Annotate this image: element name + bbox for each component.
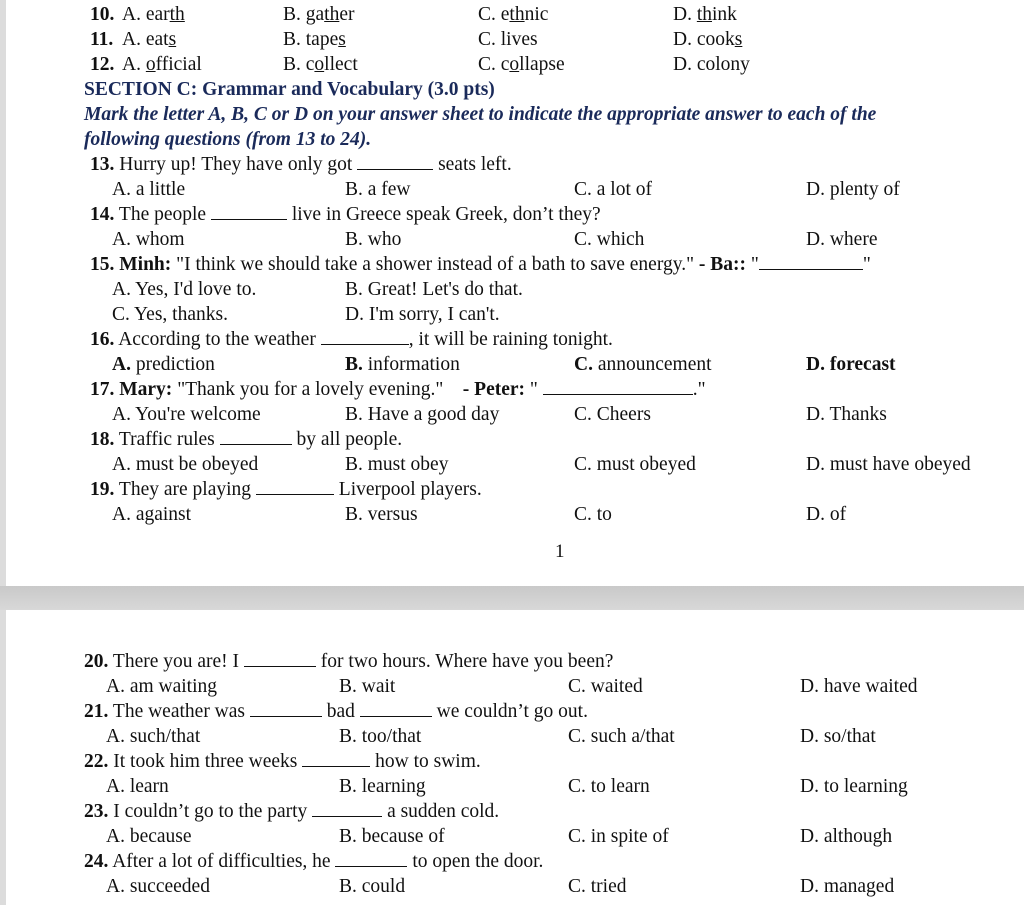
section-c-title: SECTION C: Grammar and Vocabulary (3.0 pts): [84, 79, 495, 100]
question-14: 14. The people live in Greece speak Greek, don’t they?: [90, 204, 601, 225]
option-a: A. eats: [122, 29, 177, 50]
option-d: D. cooks: [673, 29, 743, 50]
answer-blank: [357, 154, 433, 170]
option-c: C. to learn: [568, 776, 650, 797]
option-c: C. lives: [478, 29, 538, 50]
section-c-instruction: Mark the letter A, B, C or D on your answer sheet to indicate the appropriate answer to each of the: [84, 104, 877, 125]
answer-blank: [360, 701, 432, 717]
option-a: A. must be obeyed: [112, 454, 259, 475]
question-17: 17. Mary: "Thank you for a lovely evening." - Peter: " .": [90, 379, 706, 400]
answer-blank: [321, 329, 409, 345]
option-b: B. because of: [339, 826, 445, 847]
option-a: A. such/that: [106, 726, 201, 747]
option-c: C. in spite of: [568, 826, 669, 847]
page-one: [6, 0, 1024, 586]
option-b: B. Have a good day: [345, 404, 500, 425]
option-d: D. have waited: [800, 676, 918, 697]
question-number: 12.: [90, 54, 115, 75]
option-c: C. waited: [568, 676, 643, 697]
option-c: C. such a/that: [568, 726, 675, 747]
answer-blank: [543, 379, 693, 395]
option-b: B. must obey: [345, 454, 449, 475]
page-gap: [0, 586, 1024, 610]
option-d: D. think: [673, 4, 737, 25]
option-a: A. am waiting: [106, 676, 218, 697]
option-b: B. information: [345, 354, 460, 375]
option-d: D. must have obeyed: [806, 454, 971, 475]
option-d: D. to learning: [800, 776, 908, 797]
option-a: A. prediction: [112, 354, 215, 375]
answer-blank: [302, 751, 370, 767]
option-d: D. I'm sorry, I can't.: [345, 304, 500, 325]
option-b: B. versus: [345, 504, 418, 525]
option-d: D. forecast: [806, 354, 896, 375]
question-13: 13. Hurry up! They have only got seats left.: [90, 154, 512, 175]
question-10: [90, 3, 114, 27]
option-b: B. wait: [339, 676, 396, 697]
section-c-instruction-2: following questions (from 13 to 24).: [84, 129, 372, 150]
option-d: D. although: [800, 826, 893, 847]
option-c: C. ethnic: [478, 4, 549, 25]
question-15: 15. Minh: "I think we should take a shower instead of a bath to save energy." - Ba:: " ": [90, 254, 871, 275]
question-18: 18. Traffic rules by all people.: [90, 429, 403, 450]
option-d: D. colony: [673, 54, 750, 75]
option-b: B. gather: [283, 4, 355, 25]
option-b: B. learning: [339, 776, 426, 797]
question-12: [90, 53, 114, 77]
option-a: A. whom: [112, 229, 185, 250]
option-a: A. learn: [106, 776, 169, 797]
option-b: B. a few: [345, 179, 411, 200]
option-c: C. tried: [568, 876, 627, 897]
option-c: C. which: [574, 229, 645, 250]
answer-blank: [250, 701, 322, 717]
option-b: B. tapes: [283, 29, 346, 50]
answer-blank: [244, 651, 316, 667]
option-b: B. who: [345, 229, 402, 250]
page-two: [6, 610, 1024, 905]
option-a: A. official: [122, 54, 202, 75]
question-19: 19. They are playing Liverpool players.: [90, 479, 482, 500]
option-a: A. a little: [112, 179, 186, 200]
option-a: A. succeeded: [106, 876, 210, 897]
option-b: B. too/that: [339, 726, 422, 747]
option-d: D. so/that: [800, 726, 876, 747]
option-a: A. Yes, I'd love to.: [112, 279, 257, 300]
option-c: C. a lot of: [574, 179, 652, 200]
question-21: 21. The weather was bad we couldn’t go out.: [84, 701, 588, 722]
answer-blank: [312, 801, 382, 817]
option-c: C. announcement: [574, 354, 712, 375]
answer-blank: [256, 479, 334, 495]
option-c: C. must obeyed: [574, 454, 696, 475]
option-c: C. Cheers: [574, 404, 651, 425]
option-b: B. Great! Let's do that.: [345, 279, 523, 300]
option-b: B. could: [339, 876, 406, 897]
question-20: 20. There you are! I for two hours. Where have you been?: [84, 651, 614, 672]
question-22: 22. It took him three weeks how to swim.: [84, 751, 481, 772]
option-a: A. because: [106, 826, 192, 847]
option-a: A. You're welcome: [112, 404, 261, 425]
answer-blank: [211, 204, 287, 220]
option-c: C. Yes, thanks.: [112, 304, 228, 325]
question-23: 23. I couldn’t go to the party a sudden cold.: [84, 801, 500, 822]
option-a: A. earth: [122, 4, 185, 25]
option-c: C. collapse: [478, 54, 565, 75]
answer-blank: [759, 254, 863, 270]
option-d: D. plenty of: [806, 179, 900, 200]
option-d: D. where: [806, 229, 878, 250]
option-d: D. managed: [800, 876, 895, 897]
question-number: 11.: [90, 29, 114, 50]
answer-blank: [335, 851, 407, 867]
option-b: B. collect: [283, 54, 358, 75]
option-d: D. of: [806, 504, 847, 525]
question-24: 24. After a lot of difficulties, he to open the door.: [84, 851, 544, 872]
question-number: 10.: [90, 4, 115, 25]
option-a: A. against: [112, 504, 192, 525]
page-number: 1: [555, 541, 565, 562]
answer-blank: [220, 429, 292, 445]
option-c: C. to: [574, 504, 612, 525]
option-d: D. Thanks: [806, 404, 887, 425]
question-16: 16. According to the weather , it will be raining tonight.: [90, 329, 613, 350]
question-11: [90, 28, 113, 52]
